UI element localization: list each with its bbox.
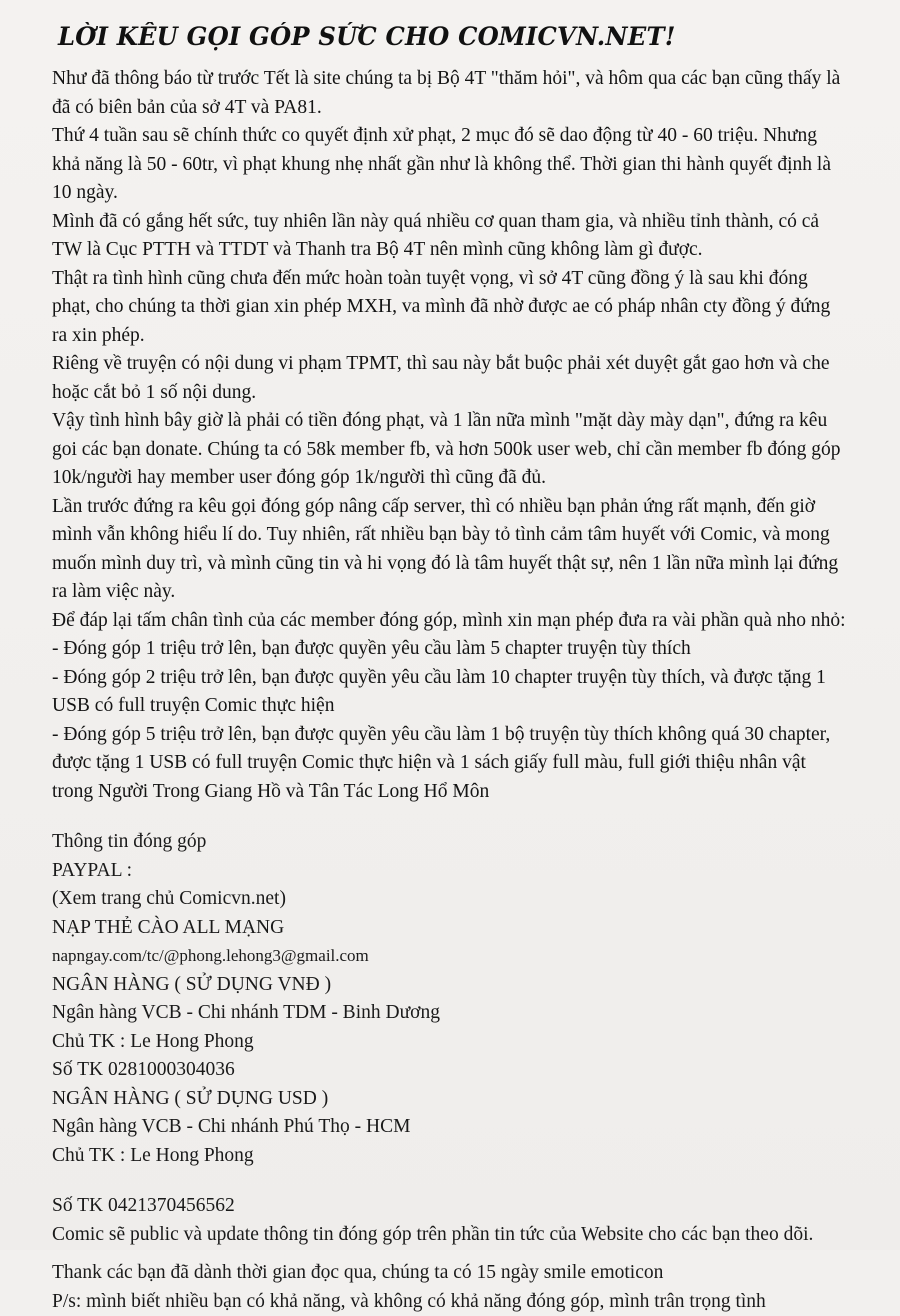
closing-paragraph-1: Comic sẽ public và update thông tin đóng góp trên phần tin tức của Website cho các bạn theo dõi. [52, 1221, 848, 1250]
section-spacer [52, 806, 848, 828]
donation-line-bank-vnd-owner: Chủ TK : Le Hong Phong [52, 1028, 848, 1057]
paragraph-1: Như đã thông báo từ trước Tết là site chúng ta bị Bộ 4T "thăm hỏi", và hôm qua các bạn cũng thấy là đã có biên bản của sở 4T và PA81. [52, 65, 848, 122]
donation-line-bank-usd-owner: Chủ TK : Le Hong Phong [52, 1142, 848, 1171]
paragraph-5: Riêng về truyện có nội dung vi phạm TPMT, thì sau này bắt buộc phải xét duyệt gắt gao hơn và che hoặc cắt bỏ 1 số nội dung. [52, 350, 848, 407]
section-spacer-2 [52, 1170, 848, 1192]
page-title: LỜI KÊU GỌI GÓP SỨC CHO COMICVN.NET! [58, 22, 824, 51]
reward-tier-2: - Đóng góp 2 triệu trở lên, bạn được quyền yêu cầu làm 10 chapter truyện tùy thích, và được tặng 1 USB có full truyện Comic thực hiện [52, 664, 848, 721]
donation-heading: Thông tin đóng góp [52, 828, 848, 857]
closing-paragraph-3: P/s: mình biết nhiều bạn có khả năng, và không có khả năng đóng góp, mình trân trọng tình [52, 1288, 848, 1316]
paragraph-4: Thật ra tình hình cũng chưa đến mức hoàn toàn tuyệt vọng, vì sở 4T cũng đồng ý là sau khi đóng phạt, cho chúng ta thời gian xin phép MXH, va mình đã nhờ được ae có pháp nhân cty đồng ý đứng ra xin phép. [52, 265, 848, 351]
donation-line-paypal: PAYPAL : [52, 857, 848, 886]
donation-line-bank-vnd-branch: Ngân hàng VCB - Chi nhánh TDM - Binh Dương [52, 999, 848, 1028]
reward-tier-1: - Đóng góp 1 triệu trở lên, bạn được quyền yêu cầu làm 5 chapter truyện tùy thích [52, 635, 848, 664]
closing-paragraph-2: Thank các bạn đã dành thời gian đọc qua, chúng ta có 15 ngày smile emoticon [52, 1259, 848, 1288]
donation-line-bank-vnd-account: Số TK 0281000304036 [52, 1056, 848, 1085]
donation-line-card-heading: NẠP THẺ CÀO ALL MẠNG [52, 914, 848, 943]
main-body [52, 65, 848, 806]
donation-line-paypal-note: (Xem trang chủ Comicvn.net) [52, 885, 848, 914]
donation-info [52, 828, 848, 1170]
paragraph-2: Thứ 4 tuần sau sẽ chính thức co quyết định xử phạt, 2 mục đó sẽ dao động từ 40 - 60 triệu. Nhưng khả năng là 50 - 60tr, vì phạt khung nhẹ nhất gần như là không thể. Thời gian thi hành quyết định là 10 ngày. [52, 122, 848, 208]
paragraph-8: Để đáp lại tấm chân tình của các member đóng góp, mình xin mạn phép đưa ra vài phần quà nho nhỏ: [52, 607, 848, 636]
closing-spacer [52, 1249, 848, 1259]
paragraph-3: Mình đã có gắng hết sức, tuy nhiên lần này quá nhiều cơ quan tham gia, và nhiều tỉnh thành, có cả TW là Cục PTTH và TTDT và Thanh tra Bộ 4T nên mình cũng không làm gì được. [52, 208, 848, 265]
donation-line-card-url: napngay.com/tc/@phong.lehong3@gmail.com [52, 942, 848, 971]
donation-line-bank-usd-account: Số TK 0421370456562 [52, 1192, 848, 1221]
paragraph-6: Vậy tình hình bây giờ là phải có tiền đóng phạt, và 1 lần nữa mình "mặt dày mày dạn", đứng ra kêu goi các bạn donate. Chúng ta có 58k member fb, và hơn 500k user web, chỉ cần member fb đóng góp 10k/người hay member user đóng góp 1k/người thì cũng đã đủ. [52, 407, 848, 493]
reward-tier-3: - Đóng góp 5 triệu trở lên, bạn được quyền yêu cầu làm 1 bộ truyện tùy thích không quá 30 chapter, được tặng 1 USB có full truyện Comic thực hiện và 1 sách giấy full màu, full giới thiệu nhân vật trong Người Trong Giang Hồ và Tân Tác Long Hổ Môn [52, 721, 848, 807]
donation-line-bank-usd-heading: NGÂN HÀNG ( SỬ DỤNG USD ) [52, 1085, 848, 1114]
paragraph-7: Lần trước đứng ra kêu gọi đóng góp nâng cấp server, thì có nhiều bạn phản ứng rất mạnh, đến giờ mình vẫn không hiểu lí do. Tuy nhiên, rất nhiều bạn bày tỏ tình cảm tâm huyết với Comic, và mong muốn mình duy trì, và mình cũng tin và hi vọng đó là tâm huyết thật sự, nên 1 lần nữa mình lại đứng ra làm việc này. [52, 493, 848, 607]
donation-line-bank-vnd-heading: NGÂN HÀNG ( SỬ DỤNG VNĐ ) [52, 971, 848, 1000]
donation-line-bank-usd-branch: Ngân hàng VCB - Chi nhánh Phú Thọ - HCM [52, 1113, 848, 1142]
closing-info [52, 1192, 848, 1316]
